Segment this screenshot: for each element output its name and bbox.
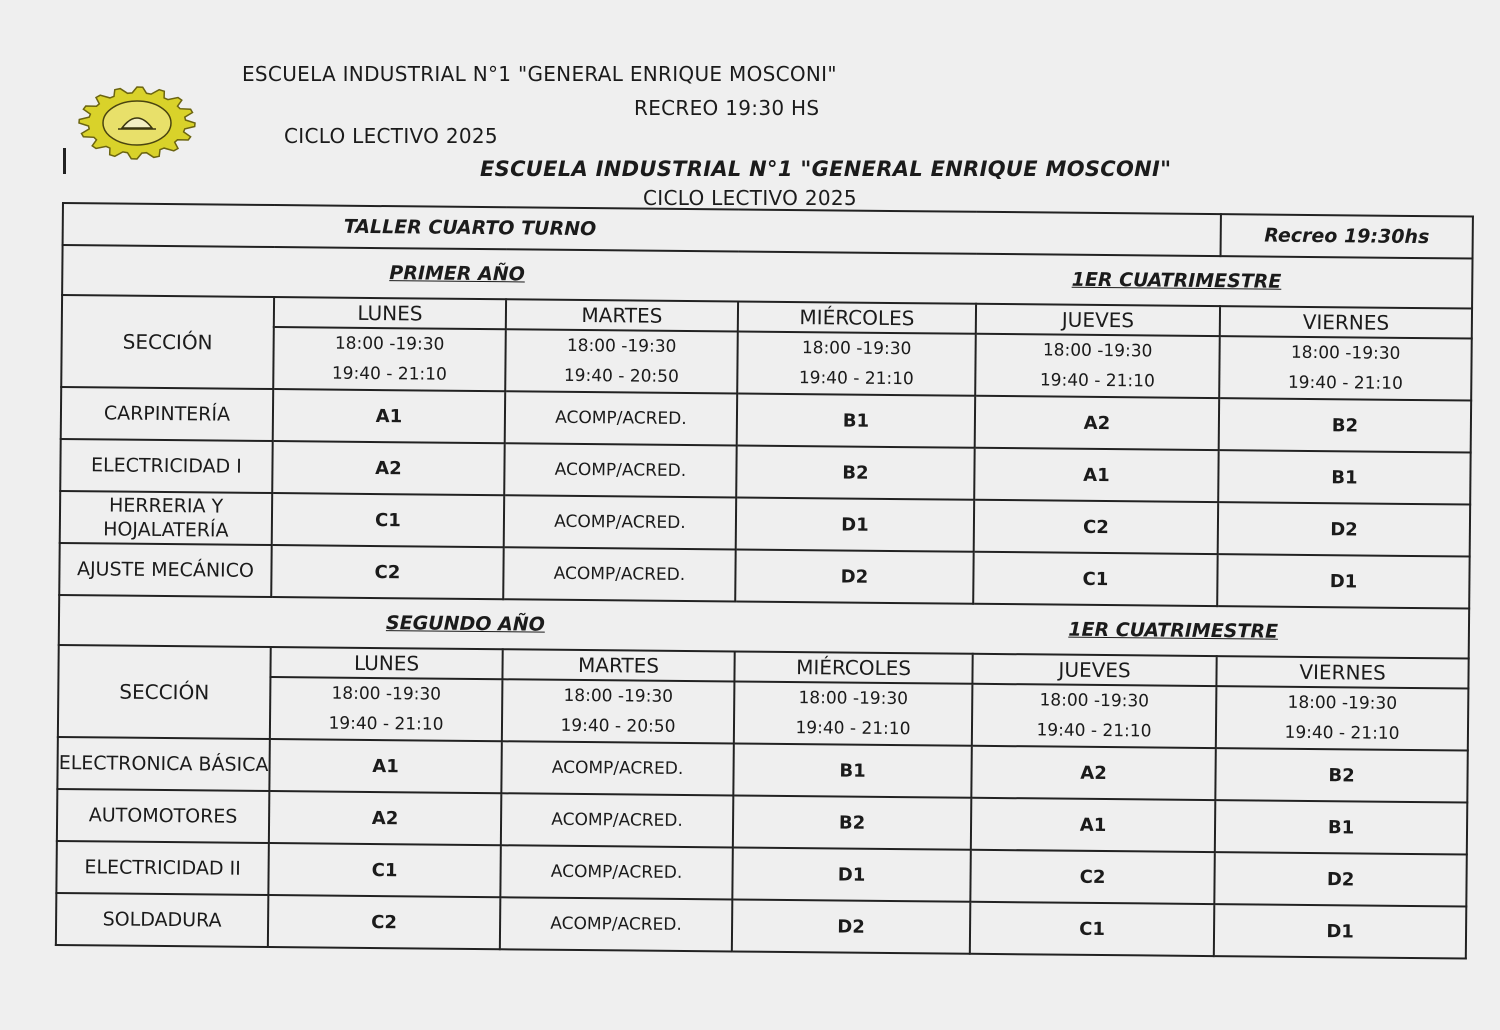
time-slot-1: 18:00 -19:30 (1287, 692, 1398, 714)
time-slot-2: 19:40 - 21:10 (1036, 720, 1152, 742)
margin-mark (63, 148, 66, 174)
school-logo-gear-icon (72, 82, 202, 164)
recreo-note: RECREO 19:30 HS (634, 96, 820, 120)
group-cell: A2 (971, 746, 1216, 800)
time-slot-1: 18:00 -19:30 (1290, 342, 1401, 364)
time-slot-1: 18:00 -19:30 (563, 685, 674, 707)
schedule-table (55, 202, 1474, 960)
group-cell: ACOMP/ACRED. (501, 793, 733, 847)
schedule-sheet (55, 202, 1472, 960)
day-times (1219, 336, 1472, 400)
term-label: 1ER CUATRIMESTRE (1071, 268, 1282, 293)
ciclo-lectivo-heading: CICLO LECTIVO 2025 (643, 186, 857, 210)
day-times (505, 329, 738, 393)
time-slot-2: 19:40 - 21:10 (1039, 370, 1155, 392)
group-cell: C2 (974, 500, 1219, 554)
term-label: 1ER CUATRIMESTRE (1068, 618, 1279, 643)
group-cell: A2 (269, 791, 501, 845)
group-cell: ACOMP/ACRED. (501, 741, 733, 795)
day-name: JUEVES (972, 654, 1216, 686)
time-slot-1: 18:00 -19:30 (331, 683, 442, 705)
group-cell: B2 (736, 445, 974, 499)
group-cell: D2 (735, 549, 973, 603)
group-cell: ACOMP/ACRED. (500, 897, 732, 951)
time-slot-2: 19:40 - 21:10 (795, 718, 911, 740)
group-cell: B2 (1215, 748, 1467, 802)
time-slot-2: 19:40 - 20:50 (560, 715, 676, 737)
day-name: VIERNES (1216, 656, 1468, 688)
group-cell: B1 (737, 393, 975, 447)
section-header: SECCIÓN (58, 645, 271, 739)
time-slot-1: 18:00 -19:30 (798, 688, 909, 710)
day-name: MIÉRCOLES (738, 301, 976, 333)
group-cell: C1 (268, 843, 500, 897)
time-slot-1: 18:00 -19:30 (801, 338, 912, 360)
day-times (1216, 686, 1469, 750)
section-name: HERRERIA Y HOJALATERÍA (60, 491, 272, 545)
day-name: LUNES (274, 297, 506, 329)
group-cell: A1 (974, 448, 1219, 502)
group-cell: B1 (1218, 450, 1470, 504)
group-cell: D2 (732, 899, 970, 953)
time-slot-1: 18:00 -19:30 (334, 333, 445, 355)
group-cell: A2 (272, 441, 504, 495)
time-slot-2: 19:40 - 21:10 (328, 713, 444, 735)
year-label: SEGUNDO AÑO (385, 612, 545, 636)
year-row-inner (63, 259, 1471, 295)
group-cell: D1 (736, 497, 974, 551)
section-name: AJUSTE MECÁNICO (59, 543, 271, 597)
section-name: ELECTRICIDAD I (60, 439, 272, 493)
day-times (734, 681, 973, 745)
recreo-box: Recreo 19:30hs (1221, 214, 1473, 258)
ciclo-lectivo-top: CICLO LECTIVO 2025 (284, 124, 498, 148)
group-cell: A2 (975, 396, 1220, 450)
group-cell: D2 (1218, 502, 1470, 556)
day-times (737, 331, 976, 395)
group-cell: ACOMP/ACRED. (503, 547, 735, 601)
group-cell: C2 (268, 895, 500, 949)
day-name: VIERNES (1220, 306, 1472, 338)
group-cell: C1 (973, 552, 1218, 606)
time-slot-2: 19:40 - 21:10 (1284, 722, 1400, 744)
group-cell: ACOMP/ACRED. (504, 443, 736, 497)
group-cell: D1 (732, 847, 970, 901)
day-name: JUEVES (976, 304, 1220, 336)
school-name-top: ESCUELA INDUSTRIAL N°1 "GENERAL ENRIQUE MOSCONI" (242, 62, 837, 86)
group-cell: B2 (733, 795, 971, 849)
time-slot-1: 18:00 -19:30 (566, 335, 677, 357)
group-cell: ACOMP/ACRED. (505, 391, 737, 445)
group-cell: ACOMP/ACRED. (500, 845, 732, 899)
group-cell: B2 (1219, 398, 1471, 452)
group-cell: ACOMP/ACRED. (504, 495, 736, 549)
time-slot-1: 18:00 -19:30 (1039, 690, 1150, 712)
time-slot-2: 19:40 - 21:10 (331, 363, 447, 385)
taller-title: TALLER CUARTO TURNO (63, 203, 1221, 256)
group-cell: A1 (273, 389, 505, 443)
school-name-heading: ESCUELA INDUSTRIAL N°1 "GENERAL ENRIQUE MOSCONI" (480, 157, 1172, 181)
section-name: AUTOMOTORES (57, 789, 269, 843)
group-cell: A1 (269, 739, 501, 793)
group-cell: D2 (1214, 852, 1466, 906)
year-label: PRIMER AÑO (389, 262, 525, 286)
section-name: CARPINTERÍA (61, 387, 273, 441)
section-name: ELECTRONICA BÁSICA (57, 737, 269, 791)
group-cell: C2 (970, 850, 1215, 904)
time-slot-2: 19:40 - 21:10 (798, 368, 914, 390)
group-cell: B1 (1215, 800, 1467, 854)
group-cell: B1 (733, 743, 971, 797)
time-slot-1: 18:00 -19:30 (1042, 340, 1153, 362)
day-times (975, 334, 1220, 398)
section-name: SOLDADURA (56, 893, 268, 947)
time-slot-2: 19:40 - 20:50 (563, 365, 679, 387)
day-name: MARTES (502, 649, 734, 681)
day-name: MIÉRCOLES (734, 651, 972, 683)
day-times (273, 327, 506, 391)
group-cell: C1 (970, 902, 1215, 956)
group-cell: D1 (1217, 554, 1469, 608)
time-slot-2: 19:40 - 21:10 (1287, 372, 1403, 394)
group-cell: A1 (971, 798, 1216, 852)
day-times (502, 679, 735, 743)
day-times (270, 677, 503, 741)
section-header: SECCIÓN (61, 295, 274, 389)
section-name: ELECTRICIDAD II (56, 841, 268, 895)
day-name: MARTES (506, 299, 738, 331)
group-cell: D1 (1214, 904, 1466, 958)
group-cell: C1 (272, 493, 504, 547)
day-name: LUNES (270, 647, 502, 679)
year-row-inner (60, 609, 1468, 645)
day-times (972, 684, 1217, 748)
group-cell: C2 (271, 545, 503, 599)
